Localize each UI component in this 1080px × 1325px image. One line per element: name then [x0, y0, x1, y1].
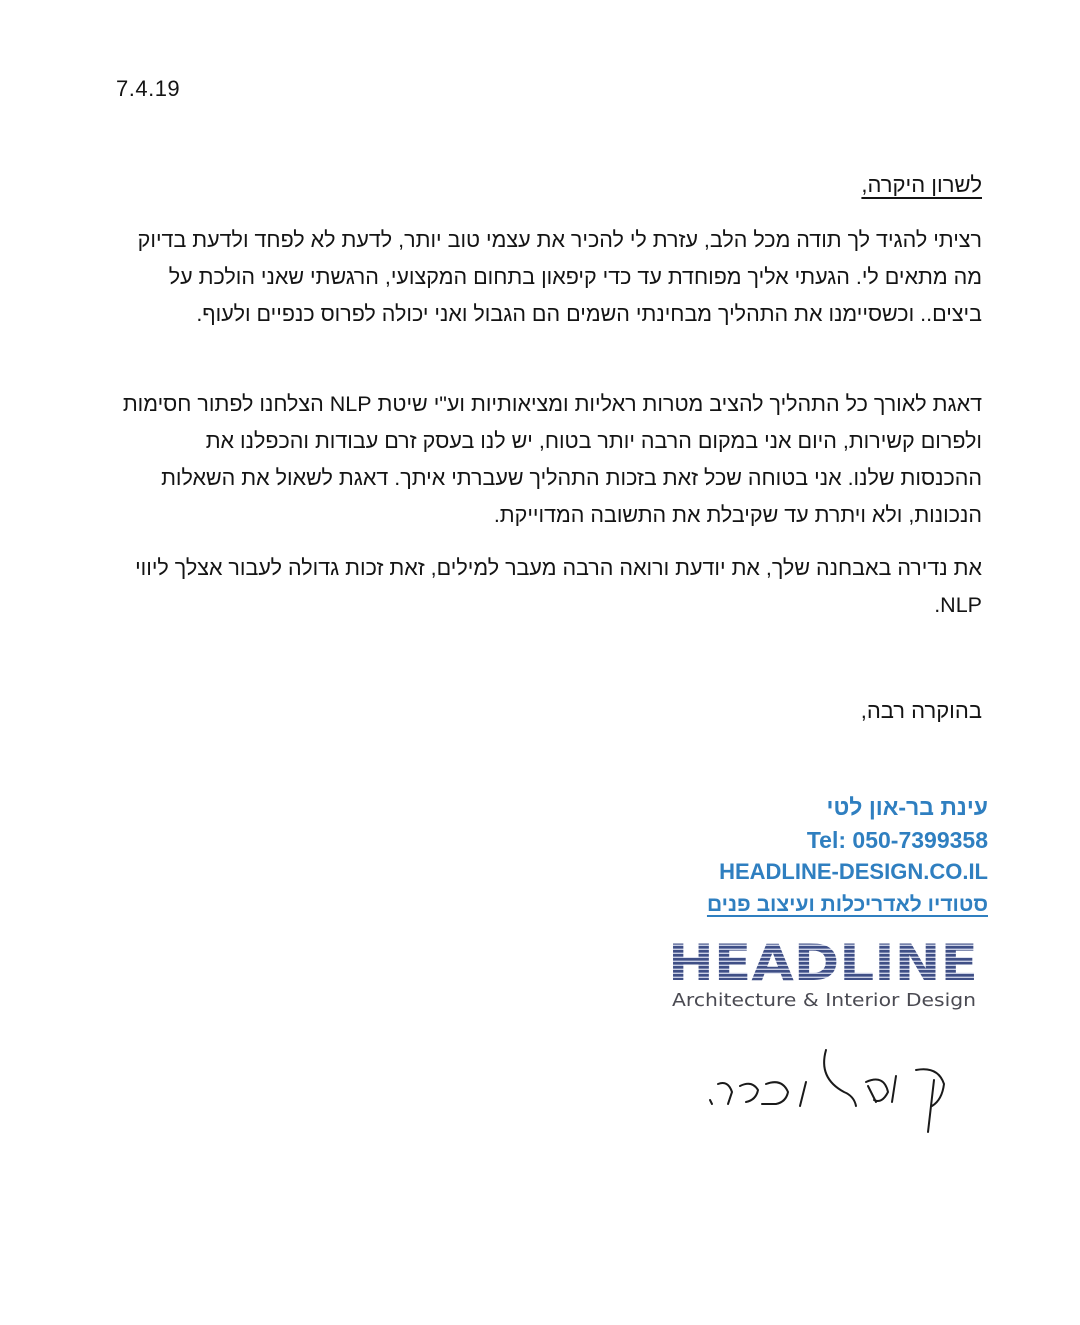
- logo-wordmark: HEADLINE: [668, 934, 978, 992]
- studio-link[interactable]: סטודיו לאדריכלות ועיצוב פנים: [706, 893, 988, 916]
- signer-website: HEADLINE-DESIGN.CO.IL: [719, 859, 988, 884]
- paragraph-process: דאגת לאורך כל התהליך להציב מטרות ראליות ומציאותיות וע"י שיטת NLP הצלחנו לפתור חסימות ולפרום קשירות, היום אני במקום הרבה יותר בטוח, יש לנו בעסק זרם עבודות והכפלנו את ההכנסות שלנו. אני בטוחה שכל זאת בזכות התהליך שעברתי איתך. דאגת לשאול את השאלות הנכונות, ולא ויתרת עד שקיבלת את התשובה המדוייקת.: [122, 392, 982, 527]
- handwritten-signature: [706, 1040, 956, 1135]
- closing-line: בהוקרה רבה,: [860, 698, 982, 723]
- logo-tagline: Architecture & Interior Design: [672, 991, 976, 1011]
- salutation: לשרון היקרה,: [861, 172, 982, 197]
- paragraph-gratitude: רציתי להגיד לך תודה מכל הלב, עזרת לי להכיר את עצמי טוב יותר, לדעת לא לפחד ולדעת בדיוק מה מתאים לי. הגעתי אליך מפוחדת עד כדי קיפאון בתחום המקצועי, הרגשתי שאני הולכת על ביצים.. וכשסיימנו את התהליך מבחינתי השמים הם הגבול ואני יכולה לפרוס כנפיים ולעוף.: [137, 228, 982, 326]
- letter-date: 7.4.19: [116, 76, 181, 101]
- paragraph-praise: את נדירה באבחנה שלך, את יודעת ורואה הרבה מעבר למילים, זאת זכות גדולה לעבור אצלך ליווי NLP.: [135, 556, 982, 617]
- signer-name: עינת בר-און לטי: [826, 794, 988, 820]
- signer-phone: Tel: 050-7399358: [806, 827, 988, 853]
- headline-logo: [668, 930, 984, 1020]
- signature-block: [707, 790, 988, 922]
